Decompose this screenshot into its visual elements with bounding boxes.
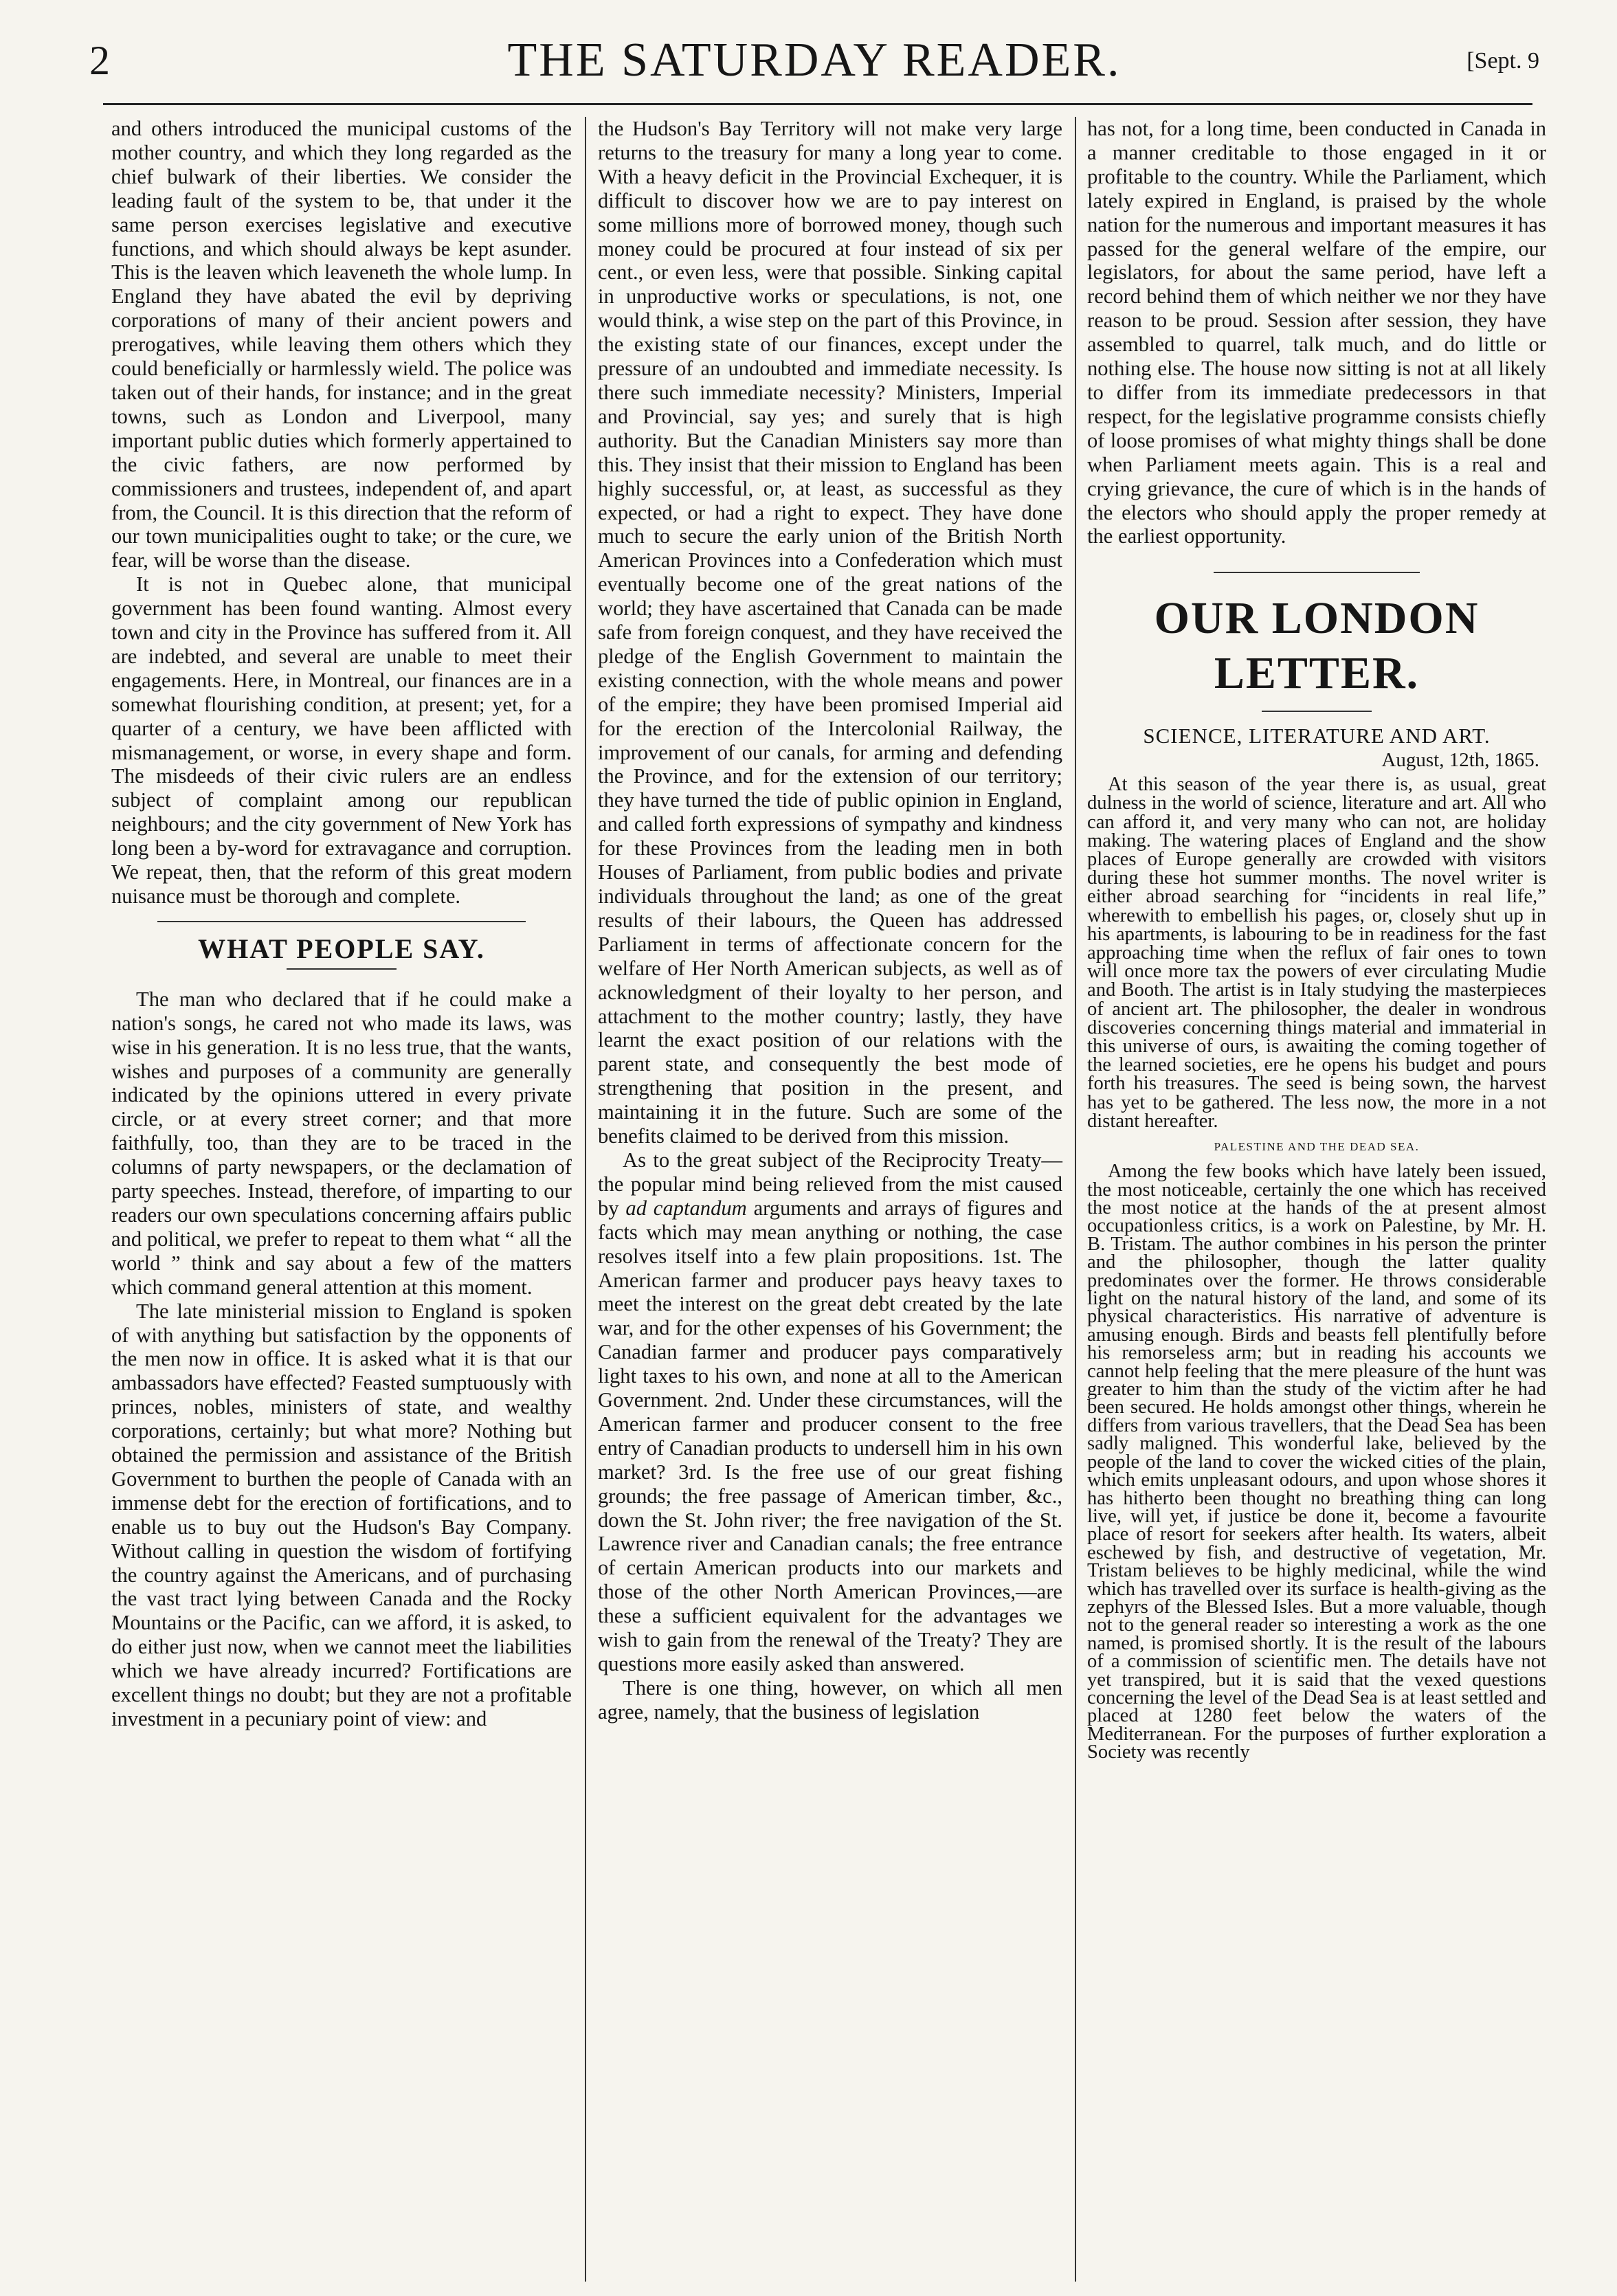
column-divider-1 (585, 117, 586, 2282)
latin-phrase: ad captandum (625, 1196, 747, 1220)
article-paragraph (598, 1148, 1062, 1676)
column-2 (598, 117, 1062, 1724)
minor-heading: PALESTINE AND THE DEAD SEA. (1214, 1139, 1420, 1153)
section-title-what-people-say: WHAT PEOPLE SAY. (198, 933, 485, 964)
letter-dateline: August, 12th, 1865. (1381, 749, 1539, 772)
page-number: 2 (89, 38, 110, 83)
article-paragraph: Among the few books which have lately been issued, the most noticeable, certainly the one which has received the most notice at the hands of the at present almost occupationless critics, is a work on Palestine, by Mr. H. B. Tristam. The author combines in his person the printer and the philosopher, though the latter quality predominates over the former. He throws considerable light on the natural history of the land, and some of its physical characteristics. His narrative of adventure is amusing enough. Birds and beasts fell plentifully before his remorseless arm; but in reading his accounts we cannot help feeling that the mere pleasure of the hunt was greater to him than the study of the victim after he had been secured. He holds amongst other things, wherein he differs from various travellers, that the Dead Sea has been sadly maligned. This wonderful lake, believed by the people of the land to cover the wicked cities of the plain, which emits unpleasant odours, and upon whose shores it has hitherto been thought no breathing thing can long live, will yet, if justice be done it, become a favourite place of resort for seekers after health. Its waters, albeit eschewed by fish, and destructive of vegetation, Mr. Tristam believes to be highly medicinal, while the wind which has travelled over its surface is health-giving as the zephyrs of the Blessed Isles. But a more valuable, though not to the general reader so interesting a work as the one named, is promised shortly. It is the result of the labours of a commission of scientific men. The details have not yet transpired, but it is said that the vexed questions concerning the level of the Dead Sea is at least settled and placed at 1280 feet below the waters of the Mediterranean. For the purposes of further exploration a Society was recently (1087, 1161, 1546, 1763)
article-paragraph: and others introduced the municipal customs of the mother country, and which they long regarded as the chief bulwark of their liberties. We consider the leading fault of the system to be, that under it the same person exercises legislative and executive functions, and which should always be kept asunder. This is the leaven which leaveneth the whole lump. In England they have abated the evil by depriving corporations of many of their ancient powers and prerogatives, while leaving them others which they could beneficially or harmlessly wield. The police was taken out of their hands, for instance; and in the great towns, such as London and Liverpool, many important public duties which formerly appertained to the civic fathers, are now performed by commissioners and trustees, independent of, and apart from, the Council. It is this direction that the reform of our town municipalities ought to take; or the cure, we fear, will be worse than the disease. (111, 117, 572, 572)
text-run: arguments and arrays of figures and facts which may mean anything or nothing, the case resolves itself into a few plain propositions. 1st. The American farmer and producer pays heavy taxes to meet the interest on the great debt created by the late war, and for the other expenses of his Government; the Canadian farmer and producer pays comparatively light taxes to his own, and none at all to the American Government. 2nd. Under these circumstances, will the American farmer and producer consent to the free entry of Canadian products to undersell him in his own market? 3rd. Is the free use of our great fishing grounds; the free passage of American timber, &c., down the St. John river; the free navigation of the St. Lawrence river and Canadian canals; the free entrance of certain American products into our markets and those of the other North American Provinces,—are these a sufficient equivalent for the advantages we wish to gain from the renewal of the Treaty? They are questions more easily asked than answered. (598, 1196, 1062, 1675)
section-divider (157, 921, 526, 922)
article-paragraph: The late ministerial mission to England is spoken of with anything but satisfaction by the opponents of the men now in office. It is asked what it is that our ambassadors have effected? Feasted sumptuously with princes, nobles, ministers of state, and wealthy corporations, certainly; but what more? Nothing but obtained the permission and assistance of the British Government to burthen the people of Canada with an immense debt for the erection of fortifications, and to enable us to buy out the Hudson's Bay Company. Without calling in question the wisdom of fortifying the country against the Americans, and of purchasing the vast tract lying between Canada and the Rocky Mountains or the Pacific, can we afford, it is asked, to do either just now, when we cannot meet the liabilities which we have already incurred? Fortifications are excellent things no doubt; but they are not a profitable investment in a pecuniary point of view: and (111, 1299, 572, 1730)
title-underline (287, 968, 397, 970)
article-paragraph: There is one thing, however, on which all men agree, namely, that the business of legislation (598, 1675, 1062, 1724)
article-paragraph: the Hudson's Bay Territory will not make very large returns to the treasury for many a long year to come. With a heavy deficit in the Provincial Exchequer, it is difficult to discover how we are to pay interest on some millions more of borrowed money, though such money could be procured at four instead of six per cent., or even less, were that possible. Sinking capital in unproductive works or speculations, is not, one would think, a wise step on the part of this Province, in the existing state of our finances, except under the pressure of an undoubted and immediate necessity. Is there such immediate necessity? Ministers, Imperial and Provincial, say yes; and surely that is high authority. But the Canadian Ministers say more than this. They insist that their mission to England has been highly successful, or, at least, as successful as they expected, or had a right to expect. They have done much to secure the early union of the British North American Provinces into a Confederation which must eventually become one of the great nations of the world; they have ascertained that Canada can be made safe from foreign conquest, and they have received the pledge of the English Government to maintain the existing connection, with the whole means and power of the empire; they have been promised Imperial aid for the erection of the Intercolonial Railway, the improvement of our canals, for arming and defending the Province, and for the extension of our territory; they have turned the tide of public opinion in England, and called forth expressions of sympathy and kindness for these Provinces from the leading men in both Houses of Parliament, from public bodies and private individuals throughout the land; as one of the great results of their labours, the Queen has addressed Parliament in terms of affectionate concern for the welfare of Her North American subjects, as well as of acknowledgment of their loyalty to her person, and attachment to the mother country; lastly, they have learnt the exact position of our relations with the parent state, and consequently the best mode of strengthening that position in the present, and maintaining it in the future. Such are some of the benefits claimed to be derived from this mission. (598, 117, 1062, 1148)
column-divider-2 (1075, 117, 1076, 2282)
issue-date: [Sept. 9 (1467, 48, 1539, 74)
article-paragraph: At this season of the year there is, as usual, great dulness in the world of science, literature and art. All who can afford it, and very many who can not, are holiday making. The watering places of England and the show places of Europe generally are crowded with visitors during these hot summer months. The novel writer is either abroad searching for “incidents in real life,” wherewith to embellish his pages, or, closely shut up in his apartments, is labouring to be in readiness for the fast approaching time when the reflux of fair ones to town will once more tax the powers of ever circulating Mudie and Booth. The artist is in Italy studying the masterpieces of ancient art. The philosopher, the dealer in wondrous discoveries concerning things material and immaterial in this universe of ours, is awaiting the coming together of the learned societies, ere he opens his budget and pours forth his treasures. The seed is being sown, the harvest has yet to be gathered. The less now, the more in a not distant hereafter. (1087, 774, 1546, 1132)
page-header (89, 33, 1539, 102)
text-run: As to the great subject of the Reciprocity Treaty—the popular mind being relieved from the mist caused by (598, 1148, 1062, 1220)
section-title-our-london-letter: OUR LONDON LETTER. (1154, 593, 1480, 699)
header-rule (103, 103, 1532, 105)
masthead: THE SATURDAY READER. (507, 34, 1122, 87)
section-subtitle: SCIENCE, LITERATURE AND ART. (1143, 724, 1491, 748)
small-print-body (1087, 775, 1546, 1761)
title-underline (1262, 711, 1372, 712)
section-divider (1214, 572, 1420, 573)
column-1 (111, 117, 572, 1731)
article-paragraph: The man who declared that if he could make a nation's songs, he cared not who made its laws, was wise in his generation. It is no less true, that the wants, wishes and purposes of a community are generally indicated by the opinions uttered in every private circle, or at every street corner; and that more faithfully, too, than they are to be traced in the columns of party newspapers, or the declamation of party speeches. Instead, therefore, of imparting to our readers our own speculations concerning affairs public and political, we prefer to repeat to them what “ all the world ” think and say about a few of the matters which command general attention at this moment. (111, 987, 572, 1299)
article-paragraph: has not, for a long time, been conducted in Canada in a manner creditable to those engaged in it or profitable to the country. While the Parliament, which lately expired in England, is praised by the whole nation for the numerous and important measures it has passed for the general welfare of the empire, our legislators, for about the same period, have left a record behind them of which neither we nor they have reason to be proud. Session after session, they have assembled to quarrel, talk much, and do little or nothing else. The house now sitting is not at all likely to differ from its immediate predecessors in that respect, for the legislative programme consists chiefly of loose promises of what mighty things shall be done when Parliament meets again. This is a real and crying grievance, the cure of which is in the hands of the electors who should apply the proper remedy at the earliest opportunity. (1087, 117, 1546, 548)
column-3 (1087, 117, 1546, 1762)
article-paragraph: It is not in Quebec alone, that municipal government has been found wanting. Almost every town and city in the Province has suffered from it. All are indebted, and several are unable to meet their engagements. Here, in Montreal, our finances are in a somewhat flourishing condition, at present; yet, for a quarter of a century, we have been afflicted with mismanagement, or worse, in every shape and form. The misdeeds of their civic rulers are an endless subject of complaint among our republican neighbours; and the city government of New York has long been a by-word for extravagance and corruption. We repeat, then, that the reform of this great modern nuisance must be thorough and complete. (111, 572, 572, 908)
